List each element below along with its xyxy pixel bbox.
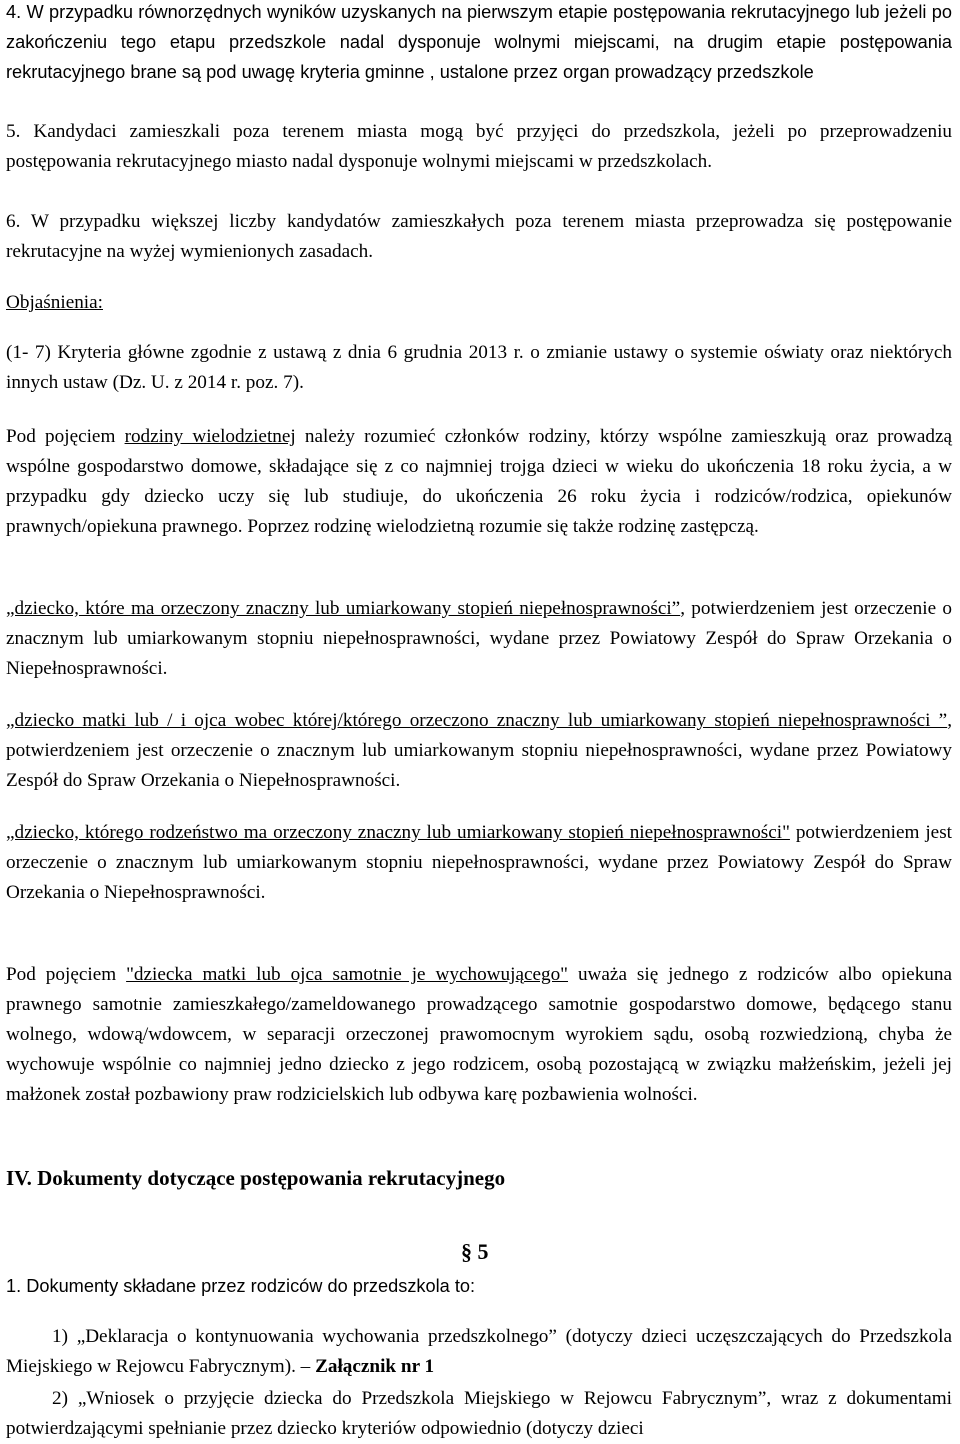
single-parent-definition bbox=[6, 960, 952, 1110]
large-family-definition bbox=[6, 422, 952, 542]
attachment-label: Załącznik nr 1 bbox=[315, 1356, 435, 1377]
disabled-child-term: „dziecko, które ma orzeczony znaczny lub umiarkowany stopień niepełnosprawności” bbox=[6, 598, 681, 619]
rule-item-6: 6. W przypadku większej liczby kandydatów zamieszkałych poza terenem miasta przeprowadza się postępowanie rekrutacyjne na wyżej wymienionych zasadach. bbox=[6, 211, 952, 262]
large-family-term: rodziny wielodzietnej bbox=[124, 426, 296, 447]
documents-intro: 1. Dokumenty składane przez rodziców do przedszkola to: bbox=[6, 1276, 476, 1296]
document-item-1 bbox=[6, 1322, 952, 1382]
disabled-sibling-definition bbox=[6, 818, 952, 908]
disabled-sibling-text: potwierdzeniem jest orzeczenie o znacznym lub umiarkowanym stopniu niepełnosprawności, wydane przez Powiatowy Zespół do Spraw Orzekania o Niepełnosprawności. bbox=[6, 822, 952, 903]
single-parent-pre: Pod pojęciem bbox=[6, 964, 127, 985]
disabled-parent-definition bbox=[6, 706, 952, 796]
disabled-child-text: , potwierdzeniem jest orzeczenie o znacznym lub umiarkowanym stopniu niepełnosprawności, wydane przez Powiatowy Zespół do Spraw Orzekania o Niepełnosprawności. bbox=[6, 598, 952, 679]
paragraph-sign: § 5 bbox=[461, 1239, 489, 1264]
explanations-heading: Objaśnienia: bbox=[6, 292, 103, 313]
rule-item-4: 4. W przypadku równorzędnych wyników uzyskanych na pierwszym etapie postępowania rekrutacyjnego lub jeżeli po zakończeniu tego etapu przedszkole nadal dysponuje wolnymi miejscami, na drugim etapie postępowania rekrutacyjnego brane są pod uwagę kryteria gminne , ustalone przez organ prowadzący przedszkole bbox=[6, 2, 952, 82]
single-parent-term: "dziecka matki lub ojca samotnie je wychowującego" bbox=[126, 964, 569, 985]
rule-item-5: 5. Kandydaci zamieszkali poza terenem miasta mogą być przyjęci do przedszkola, jeżeli po przeprowadzeniu postępowania rekrutacyjnego miasto nadal dysponuje wolnymi miejscami w przedszkolach. bbox=[6, 121, 952, 172]
large-family-pre: Pod pojęciem bbox=[6, 426, 125, 447]
disabled-child-definition bbox=[6, 594, 952, 684]
disabled-parent-text: , potwierdzeniem jest orzeczenie o znacznym lub umiarkowanym stopniu niepełnosprawności, wydane przez Powiatowy Zespół do Spraw Orzekania o Niepełnosprawności. bbox=[6, 710, 952, 791]
document-item-2: 2) „Wniosek o przyjęcie dziecka do Przedszkola Miejskiego w Rejowcu Fabrycznym”, wraz z dokumentami potwierdzającymi spełnianie przez dziecko kryteriów odpowiednio (dotyczy dzieci bbox=[6, 1388, 952, 1439]
criteria-note: (1- 7) Kryteria główne zgodnie z ustawą z dnia 6 grudnia 2013 r. o zmianie ustawy o systemie oświaty oraz niektórych innych ustaw (Dz. U. z 2014 r. poz. 7). bbox=[6, 342, 952, 393]
single-parent-text: uważa się jednego z rodziców albo opiekuna prawnego samotnie zamieszkałego/zameldowanego prowadzącego samotnie gospodarstwo domowe, będącego stanu wolnego, wdową/wdowcem, w separacji orzeczonej prawomocnym wyrokiem sądu, osobą rozwiedzioną, chyba że wychowuje wspólnie co najmniej jedno dziecko z jego rodzicem, osobą pozostającą w związku małżeńskim, jeżeli jej małżonek został pozbawiony praw rodzicielskich lub odbywa karę pozbawienia wolności. bbox=[6, 964, 952, 1105]
document-item-1-text: 1) „Deklaracja o kontynuowania wychowania przedszkolnego” (dotyczy dzieci uczęszczających do Przedszkola Miejskiego w Rejowcu Fabrycznym). – bbox=[6, 1326, 952, 1377]
section-title: IV. Dokumenty dotyczące postępowania rekrutacyjnego bbox=[6, 1166, 506, 1190]
disabled-sibling-term: „dziecko, którego rodzeństwo ma orzeczony znaczny lub umiarkowany stopień niepełnosprawności" bbox=[6, 822, 790, 843]
disabled-parent-term: „dziecko matki lub / i ojca wobec której/którego orzeczono znaczny lub umiarkowany stopień niepełnosprawności ” bbox=[6, 710, 948, 731]
large-family-text: należy rozumieć członków rodziny, którzy wspólne zamieszkują oraz prowadzą wspólne gospodarstwo domowe, składające się z co najmniej trojga dzieci w wieku do ukończenia 18 roku życia, a w przypadku gdy dziecko uczy się lub studiuje, do ukończenia 26 roku życia i rodziców/rodzica, opiekunów prawnych/opiekuna prawnego. Poprzez rodzinę wielodzietną rozumie się także rodzinę zastępczą. bbox=[6, 426, 952, 537]
